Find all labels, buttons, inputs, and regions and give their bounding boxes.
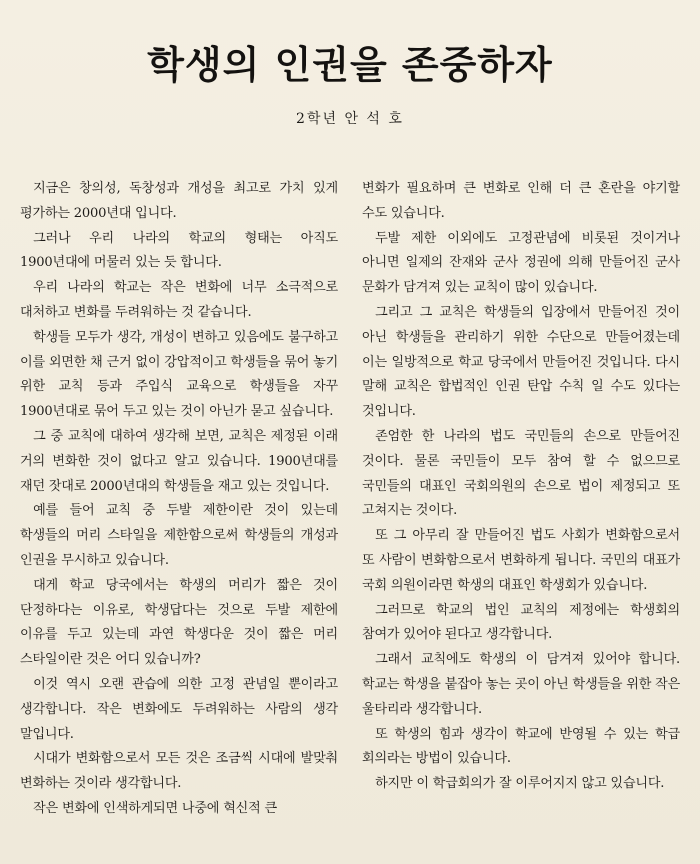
paragraph: 우리 나라의 학교는 작은 변화에 너무 소극적으로 대처하고 변화를 두려워하는 것 같습니다. [20, 280, 338, 320]
article-author: 2학년 안 석 호 [296, 111, 404, 127]
paragraph: 시대가 변화함으로서 모든 것은 조금씩 시대에 발맞춰 변화하는 것이라 생각합니다. [20, 751, 338, 792]
article-title: 학생의 인권을 존중하자 [147, 43, 553, 87]
paragraph: 그래서 교칙에도 학생의 이 담겨져 있어야 합니다. 학교는 학생을 붙잡아 놓는 곳이 아닌 학생들을 위한 작은 울타리라 생각합니다. [362, 652, 681, 717]
paragraph: 또 학생의 힘과 생각이 학교에 반영될 수 있는 학급 회의라는 방법이 있습니다. [362, 726, 680, 767]
paragraph: 대게 학교 당국에서는 학생의 머리가 짧은 것이 단정하다는 이유로, 학생답다는 것으로 두발 제한에 이유를 두고 있는데 과연 학생다운 것이 짧은 머리 스타일이란 것은 어디 있습니까? [20, 577, 338, 668]
paragraph: 존엄한 한 나라의 법도 국민들의 손으로 만들어진 것이다. 물론 국민들이 모두 참여 할 수 없으므로 국민들의 대표인 국회의원의 손으로 법이 제정되고 또 고쳐지는 것이다. [362, 428, 680, 519]
paragraph: 그 중 교칙에 대하여 생각해 보면, 교칙은 제정된 이래 거의 변화한 것이 없다고 알고 있습니다. 1900년대를 재던 잣대로 2000년대의 학생들을 재고 있는 것입니다. [20, 428, 338, 494]
paragraph: 이것 역시 오랜 관습에 의한 고정 관념일 뿐이라고 생각합니다. 작은 변화에도 두려워하는 사람의 생각 말입니다. [20, 676, 338, 742]
paragraph: 작은 변화에 인색하게되면 나중에 혁신적 큰 [33, 800, 277, 816]
paragraph: 그러므로 학교의 법인 교칙의 제정에는 학생회의 참여가 있어야 된다고 생각합니다. [362, 602, 680, 643]
right-column [362, 177, 680, 797]
paragraph: 하지만 이 학급회의가 잘 이루어지지 않고 있습니다. [375, 776, 665, 792]
paragraph: 예를 들어 교칙 중 두발 제한이란 것이 있는데 학생들의 머리 스타일을 제한함으로써 학생들의 개성과 인권을 무시하고 있습니다. [20, 503, 338, 568]
paragraph: 그리고 그 교칙은 학생들의 입장에서 만들어진 것이 아닌 학생들을 관리하기 위한 수단으로 만들어졌는데 이는 일방적으로 학교 당국에서 만들어진 것입니다. 다시 말해 교칙은 합법적인 인권 탄압 수칙 일 수도 있다는 것입니다. [362, 304, 680, 420]
paragraph: 두발 제한 이외에도 고정관념에 비롯된 것이거나 아니면 일제의 잔재와 군사 정권에 의해 만들어진 군사 문화가 담겨져 있는 교칙이 많이 있습니다. [362, 230, 680, 296]
paragraph: 지금은 창의성, 독창성과 개성을 최고로 가치 있게 평가하는 2000년대 입니다. [20, 181, 338, 221]
paragraph: 또 그 아무리 잘 만들어진 법도 사회가 변화함으로서 또 사람이 변화함으로서 변화하게 됩니다. 국민의 대표가 국회 의원이라면 학생의 대표인 학생회가 있습니다. [362, 528, 680, 593]
paragraph: 그러나 우리 나라의 학교의 형태는 아직도 1900년대에 머물러 있는 듯 합니다. [20, 230, 338, 271]
paragraph: 변화가 필요하며 큰 변화로 인해 더 큰 혼란을 야기할 수도 있습니다. [362, 181, 680, 221]
paragraph: 학생들 모두가 생각, 개성이 변하고 있음에도 불구하고 이를 외면한 채 근거 없이 강압적이고 학생들을 묶어 놓기 위한 교칙 등과 주입식 교육으로 학생들을 자꾸 1900년대로 묶어 두고 있는 것이 아닌가 묻고 싶습니다. [20, 329, 339, 420]
left-column [20, 177, 338, 822]
